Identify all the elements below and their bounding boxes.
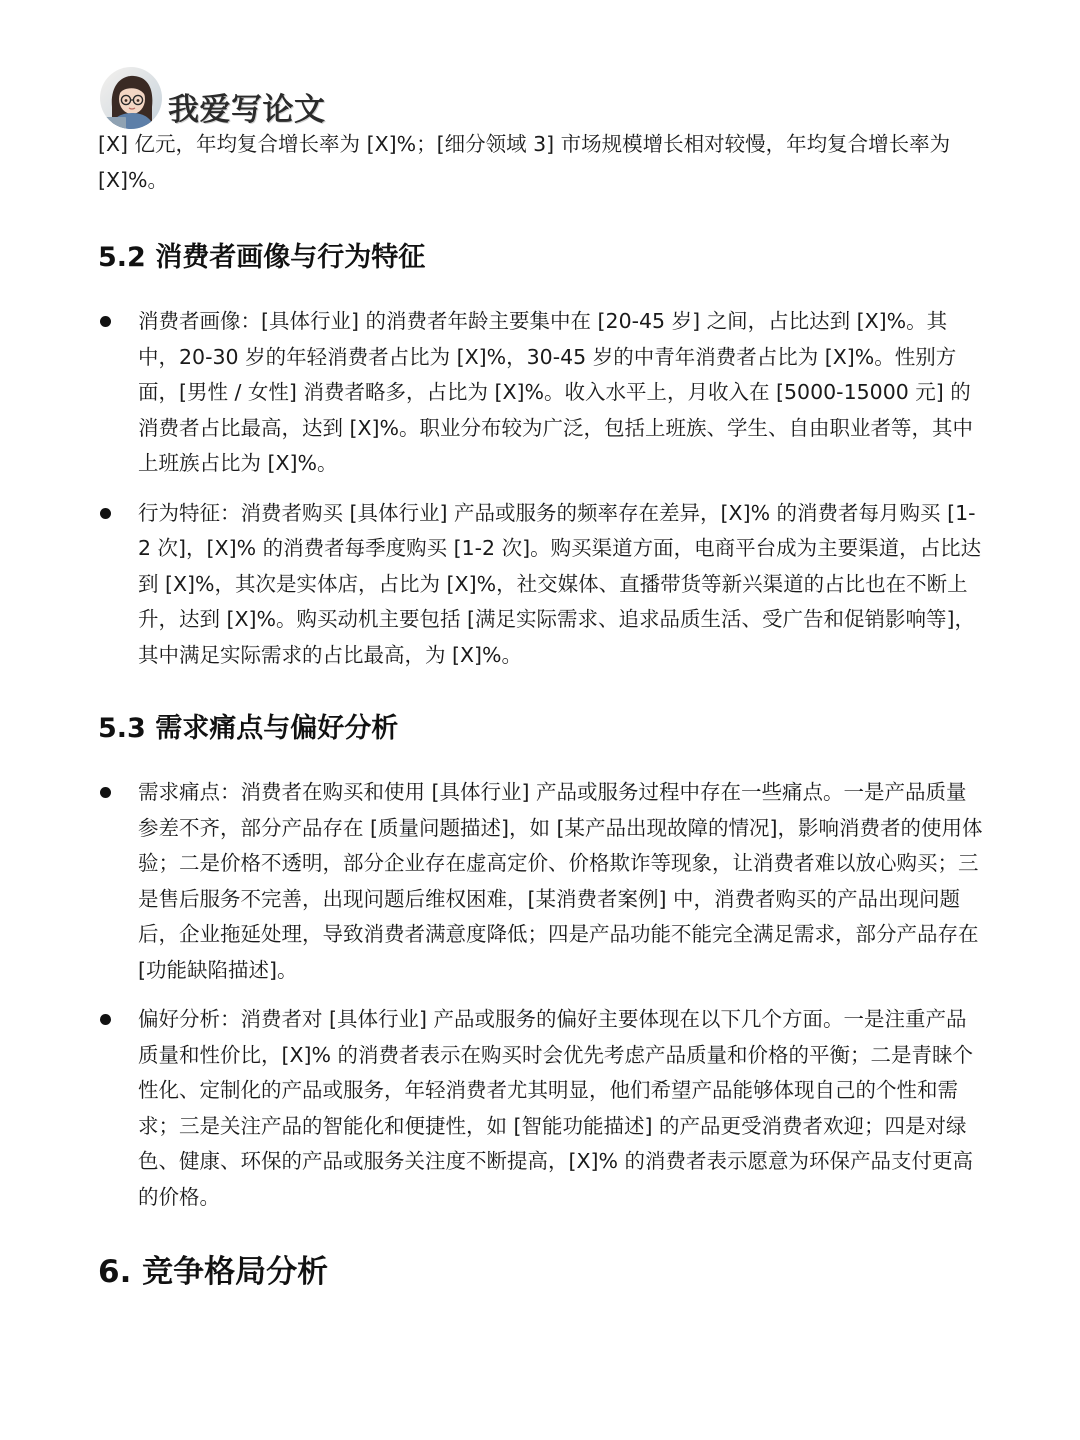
list-item	[98, 775, 984, 988]
section-6-heading: 6. 竞争格局分析	[98, 1254, 329, 1290]
section-5-3-list	[98, 775, 984, 1215]
bullet-icon	[100, 787, 111, 798]
list-item	[98, 304, 984, 482]
bullet-icon	[100, 316, 111, 327]
list-item	[98, 496, 984, 674]
list-item-text: 需求痛点：消费者在购买和使用 [具体行业] 产品或服务过程中存在一些痛点。一是产品质量参差不齐，部分产品存在 [质量问题描述]，如 [某产品出现故障的情况]，影响消费者的使用体验；二是价格不透明，部分企业存在虚高定价、价格欺诈等现象，让消费者难以放心购买；三是售后服务不完善，出现问题后维权困难，[某消费者案例] 中，消费者购买的产品出现问题后，企业拖延处理，导致消费者满意度降低；四是产品功能不能完全满足需求，部分产品存在 [功能缺陷描述]。	[138, 780, 983, 982]
avatar	[100, 67, 162, 129]
bullet-icon	[100, 1014, 111, 1025]
list-item-text: 偏好分析：消费者对 [具体行业] 产品或服务的偏好主要体现在以下几个方面。一是注重产品质量和性价比，[X]% 的消费者表示在购买时会优先考虑产品质量和价格的平衡；二是青睐个性化、定制化的产品或服务，年轻消费者尤其明显，他们希望产品能够体现自己的个性和需求；三是关注产品的智能化和便捷性，如 [智能功能描述] 的产品更受消费者欢迎；四是对绿色、健康、环保的产品或服务关注度不断提高，[X]% 的消费者表示愿意为环保产品支付更高的价格。	[138, 1007, 974, 1209]
document-body	[98, 127, 984, 1295]
section-5-2-list	[98, 304, 984, 673]
bullet-icon	[100, 508, 111, 519]
girl-with-glasses-avatar-icon	[100, 67, 162, 129]
list-item	[98, 1002, 984, 1215]
list-item-text: 消费者画像：[具体行业] 的消费者年龄主要集中在 [20-45 岁] 之间，占比达到 [X]%。其中，20-30 岁的年轻消费者占比为 [X]%，30-45 岁的中青年消费者占比为 [X]%。性别方面，[男性 / 女性] 消费者略多，占比为 [X]%。收入水平上，月收入在 [5000-15000 元] 的消费者占比最高，达到 [X]%。职业分布较为广泛，包括上班族、学生、自由职业者等，其中上班族占比为 [X]%。	[138, 309, 974, 475]
section-5-2-heading: 5.2 消费者画像与行为特征	[98, 242, 426, 273]
list-item-text: 行为特征：消费者购买 [具体行业] 产品或服务的频率存在差异，[X]% 的消费者每月购买 [1-2 次]，[X]% 的消费者每季度购买 [1-2 次]。购买渠道方面，电商平台成为主要渠道，占比达到 [X]%，其次是实体店，占比为 [X]%，社交媒体、直播带货等新兴渠道的占比也在不断上升，达到 [X]%。购买动机主要包括 [满足实际需求、追求品质生活、受广告和促销影响等]，其中满足实际需求的占比最高，为 [X]%。	[138, 500, 982, 667]
brand-logo	[100, 66, 326, 130]
section-5-3-heading: 5.3 需求痛点与偏好分析	[98, 713, 399, 744]
logo-text: 我爱写论文	[168, 91, 326, 128]
intro-paragraph: [X] 亿元，年均复合增长率为 [X]%；[细分领域 3] 市场规模增长相对较慢，年均复合增长率为 [X]%。	[98, 132, 951, 192]
